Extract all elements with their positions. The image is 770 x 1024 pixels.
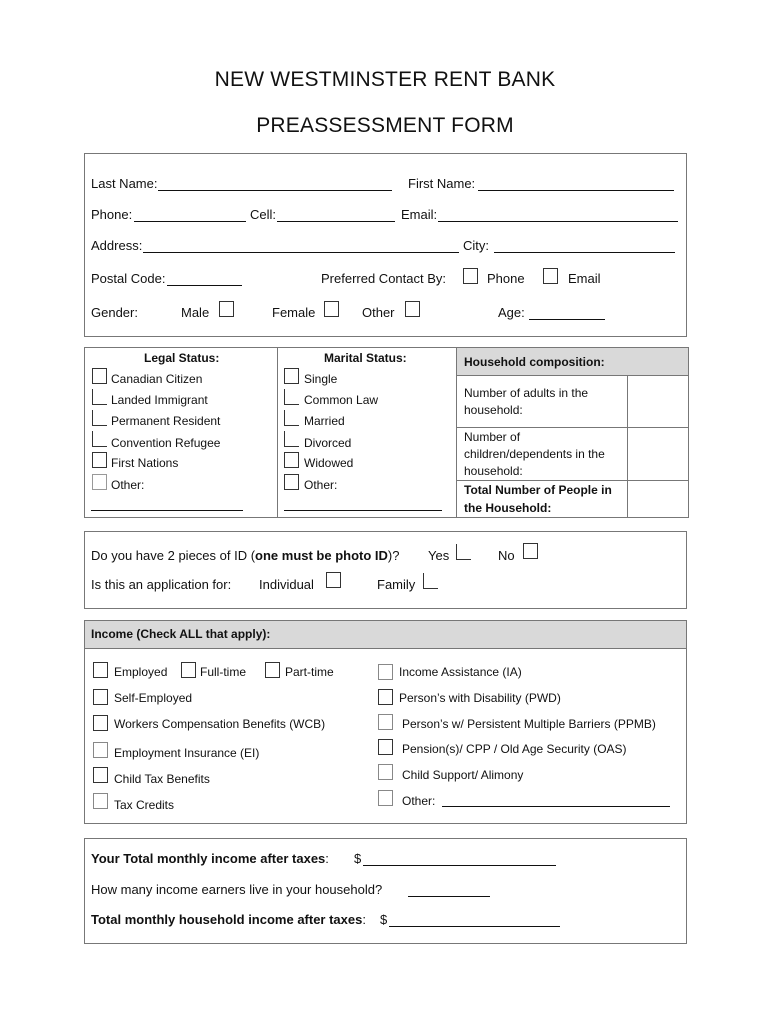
legal-permanent-resident-checkbox[interactable] — [92, 410, 107, 426]
first-name-field[interactable] — [478, 190, 674, 191]
contact-email-label: Email — [568, 271, 601, 286]
id-yes-checkbox[interactable] — [456, 544, 471, 560]
legal-other-field[interactable] — [91, 510, 243, 511]
legal-status-option: Landed Immigrant — [111, 393, 208, 407]
application-family-checkbox[interactable] — [423, 573, 438, 589]
legal-status-option: Other: — [111, 478, 145, 492]
income-ppmb-label: Person’s w/ Persistent Multiple Barriers (PPMB) — [402, 717, 656, 731]
marital-status-option: Married — [304, 414, 345, 428]
household-total-label-2: the Household: — [464, 501, 552, 515]
income-earners-label: How many income earners live in your household? — [91, 882, 383, 897]
monthly-income-label: Your Total monthly income after taxes: — [91, 851, 329, 866]
gender-other-label: Other — [362, 305, 395, 320]
postal-code-field[interactable] — [167, 285, 242, 286]
legal-first-nations-checkbox[interactable] — [92, 452, 107, 468]
income-employed-checkbox[interactable] — [93, 662, 108, 678]
first-name-label: First Name: — [408, 176, 476, 191]
gender-other-checkbox[interactable] — [405, 301, 420, 317]
id-no-checkbox[interactable] — [523, 543, 538, 559]
income-self-employed-checkbox[interactable] — [93, 689, 108, 705]
cell-label: Cell: — [250, 207, 277, 222]
income-part-time-checkbox[interactable] — [265, 662, 280, 678]
form-title-line2: PREASSESSMENT FORM — [256, 114, 514, 137]
legal-status-option: Canadian Citizen — [111, 372, 203, 386]
marital-status-option: Other: — [304, 478, 338, 492]
household-children-label-2: children/dependents in the — [464, 447, 605, 461]
city-label: City: — [463, 238, 489, 253]
marital-divorced-checkbox[interactable] — [284, 431, 299, 447]
household-heading: Household composition: — [464, 355, 605, 369]
household-adults-input[interactable] — [629, 377, 687, 426]
income-ia-label: Income Assistance (IA) — [399, 665, 522, 679]
income-full-time-checkbox[interactable] — [181, 662, 196, 678]
income-child-support-checkbox[interactable] — [378, 764, 393, 780]
id-yes-label: Yes — [428, 548, 450, 563]
gender-label: Gender: — [91, 305, 138, 320]
age-label: Age: — [498, 305, 525, 320]
legal-convention-refugee-checkbox[interactable] — [92, 431, 107, 447]
gender-female-checkbox[interactable] — [324, 301, 339, 317]
marital-other-checkbox[interactable] — [284, 474, 299, 490]
household-children-label-3: household: — [464, 464, 523, 478]
marital-status-option: Single — [304, 372, 338, 386]
household-total-input[interactable] — [629, 482, 687, 517]
application-individual-checkbox[interactable] — [326, 572, 341, 588]
income-full-time-label: Full-time — [200, 665, 247, 679]
phone-field[interactable] — [134, 221, 246, 222]
form-title-line1: NEW WESTMINSTER RENT BANK — [214, 68, 556, 91]
household-adults-label: Number of adults in the — [464, 386, 589, 400]
city-field[interactable] — [494, 252, 675, 253]
contact-email-checkbox[interactable] — [543, 268, 558, 284]
last-name-label: Last Name: — [91, 176, 158, 191]
legal-status-option: Permanent Resident — [111, 414, 221, 428]
income-other-checkbox[interactable] — [378, 790, 393, 806]
cell-field[interactable] — [277, 221, 395, 222]
income-child-tax-checkbox[interactable] — [93, 767, 108, 783]
income-pwd-checkbox[interactable] — [378, 689, 393, 705]
household-adults-label-2: household: — [464, 403, 523, 417]
email-field[interactable] — [438, 221, 678, 222]
address-field[interactable] — [143, 252, 459, 253]
gender-female-label: Female — [272, 305, 316, 320]
monthly-income-dollar: $ — [354, 851, 362, 866]
household-income-dollar: $ — [380, 912, 388, 927]
photo-id-question: Do you have 2 pieces of ID (one must be photo ID)? — [91, 548, 400, 563]
income-employed-label: Employed — [114, 665, 168, 679]
marital-other-field[interactable] — [284, 510, 442, 511]
household-total-label: Total Number of People in — [464, 483, 612, 497]
marital-status-option: Divorced — [304, 436, 352, 450]
email-label: Email: — [401, 207, 438, 222]
legal-status-option: Convention Refugee — [111, 436, 221, 450]
marital-married-checkbox[interactable] — [284, 410, 299, 426]
marital-status-option: Widowed — [304, 456, 354, 470]
application-type-label: Is this an application for: — [91, 577, 232, 592]
income-ppmb-checkbox[interactable] — [378, 714, 393, 730]
income-wcb-label: Workers Compensation Benefits (WCB) — [114, 717, 326, 731]
income-pension-label: Pension(s)/ CPP / Old Age Security (OAS) — [402, 742, 627, 756]
income-tax-credits-label: Tax Credits — [114, 798, 175, 812]
income-ei-checkbox[interactable] — [93, 742, 108, 758]
marital-status-heading: Marital Status: — [324, 351, 407, 365]
phone-label: Phone: — [91, 207, 133, 222]
marital-single-checkbox[interactable] — [284, 368, 299, 384]
preferred-contact-label: Preferred Contact By: — [321, 271, 446, 286]
application-family-label: Family — [377, 577, 416, 592]
income-other-field[interactable] — [442, 806, 670, 807]
household-income-label: Total monthly household income after taxes: — [91, 912, 366, 927]
income-pension-checkbox[interactable] — [378, 739, 393, 755]
household-children-label: Number of — [464, 430, 521, 444]
income-part-time-label: Part-time — [285, 665, 334, 679]
monthly-income-field[interactable] — [363, 865, 556, 866]
legal-status-option: First Nations — [111, 456, 179, 470]
postal-code-label: Postal Code: — [91, 271, 166, 286]
income-child-support-label: Child Support/ Alimony — [402, 768, 524, 782]
id-no-label: No — [498, 548, 515, 563]
gender-male-label: Male — [181, 305, 210, 320]
contact-phone-label: Phone — [487, 271, 525, 286]
marital-common-law-checkbox[interactable] — [284, 389, 299, 405]
income-tax-credits-checkbox[interactable] — [93, 793, 108, 809]
income-ei-label: Employment Insurance (EI) — [114, 746, 260, 760]
application-individual-label: Individual — [259, 577, 314, 592]
marital-widowed-checkbox[interactable] — [284, 452, 299, 468]
income-wcb-checkbox[interactable] — [93, 715, 108, 731]
legal-other-checkbox[interactable] — [92, 474, 107, 490]
contact-phone-checkbox[interactable] — [463, 268, 478, 284]
household-children-input[interactable] — [629, 429, 687, 479]
household-income-field[interactable] — [389, 926, 560, 927]
income-ia-checkbox[interactable] — [378, 664, 393, 680]
address-label: Address: — [91, 238, 143, 253]
income-self-employed-label: Self-Employed — [114, 691, 193, 705]
last-name-field[interactable] — [158, 190, 392, 191]
income-other-label: Other: — [402, 794, 436, 808]
age-field[interactable] — [529, 319, 605, 320]
income-pwd-label: Person’s with Disability (PWD) — [399, 691, 561, 705]
legal-status-heading: Legal Status: — [144, 351, 220, 365]
id-section — [84, 531, 687, 609]
gender-male-checkbox[interactable] — [219, 301, 234, 317]
income-child-tax-label: Child Tax Benefits — [114, 772, 210, 786]
income-heading: Income (Check ALL that apply): — [91, 627, 271, 641]
legal-landed-immigrant-checkbox[interactable] — [92, 389, 107, 405]
marital-status-option: Common Law — [304, 393, 379, 407]
legal-canadian-citizen-checkbox[interactable] — [92, 368, 107, 384]
income-earners-field[interactable] — [408, 896, 490, 897]
